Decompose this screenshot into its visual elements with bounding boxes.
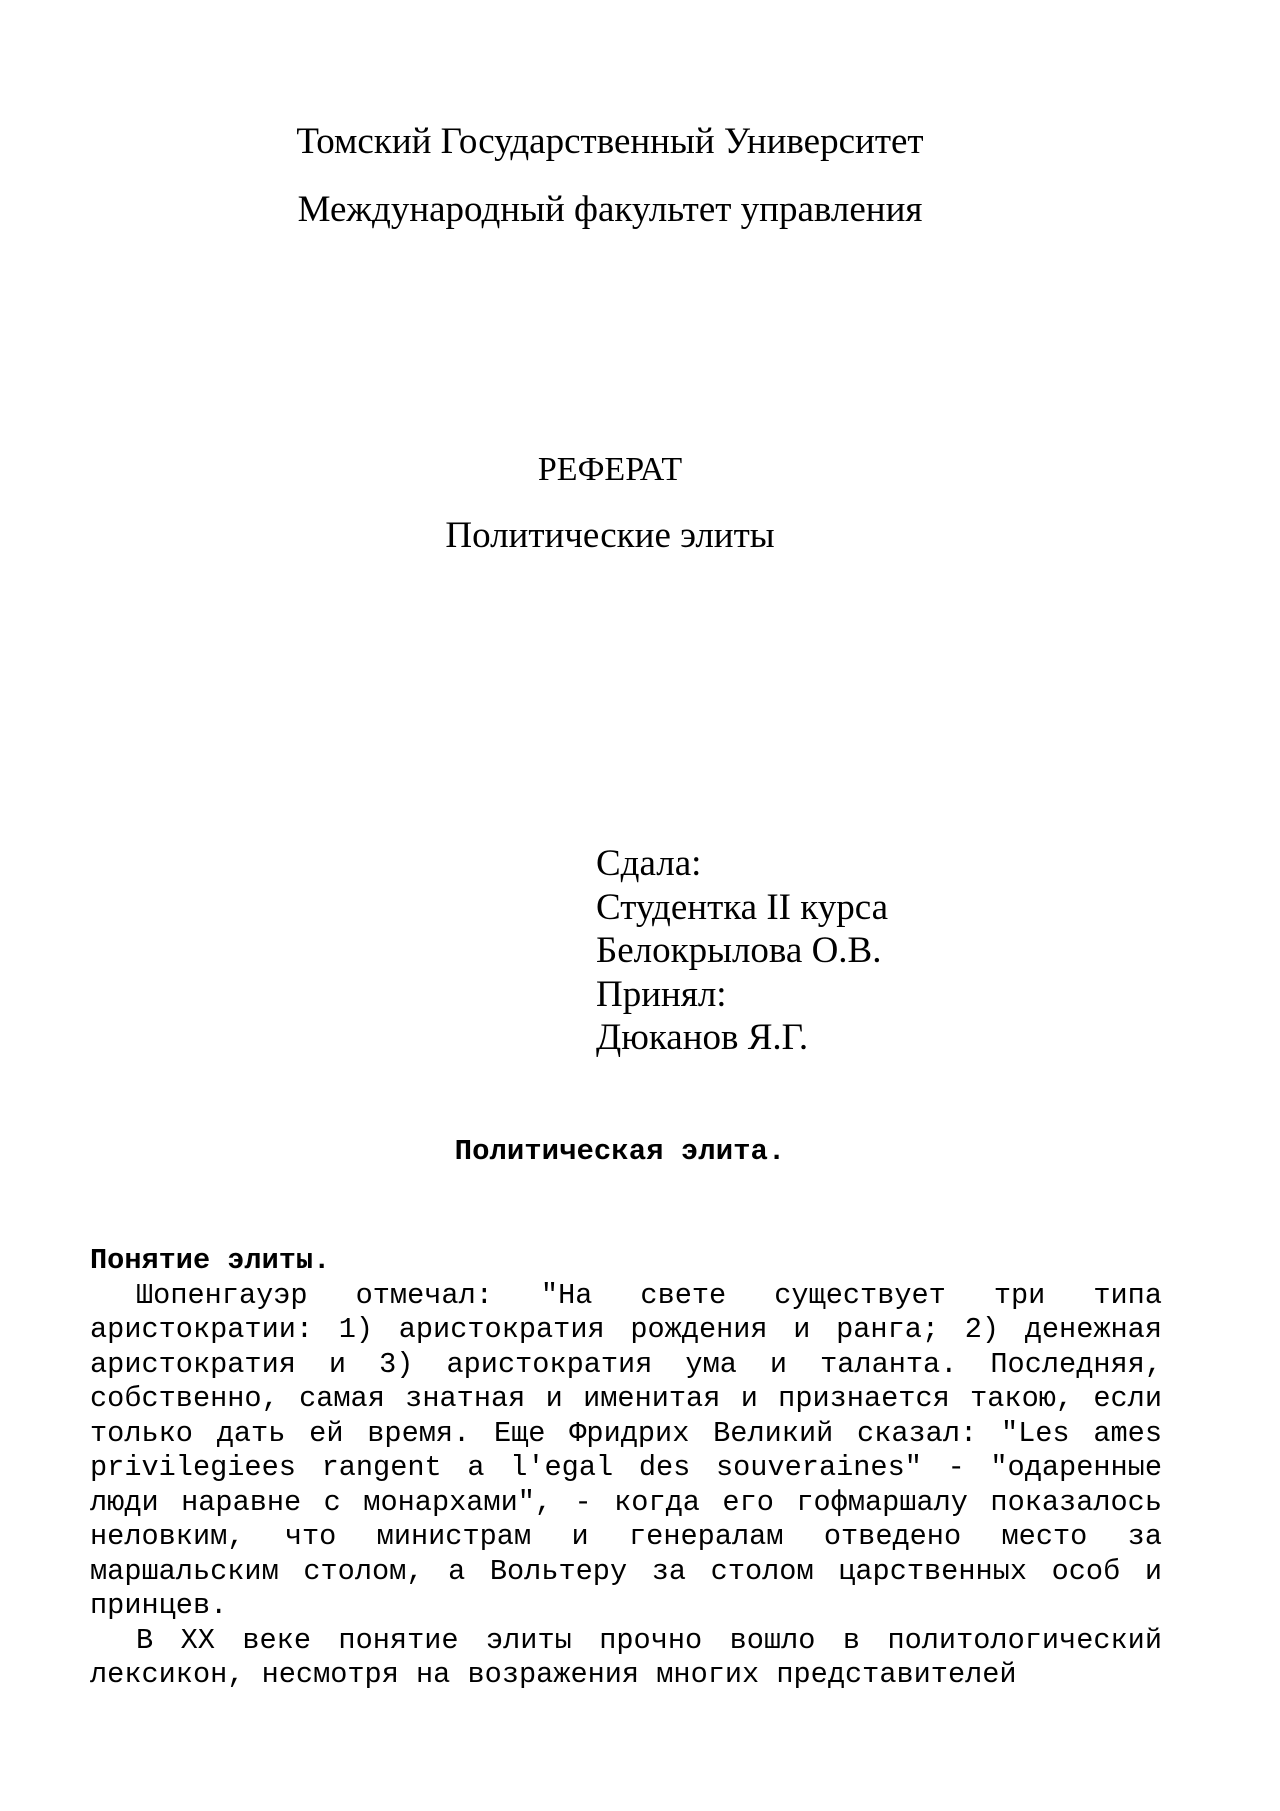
submitted-label: Сдала: bbox=[596, 843, 702, 884]
teacher-name: Дюканов Я.Г. bbox=[596, 1017, 809, 1058]
student-status: Студентка II курса bbox=[596, 886, 888, 928]
work-type-label: РЕФЕРАТ bbox=[537, 451, 683, 488]
section-title: Понятие элиты. bbox=[90, 1244, 331, 1277]
document-body bbox=[90, 1244, 1162, 1693]
faculty-name: Международный факультет управления bbox=[297, 189, 923, 230]
work-topic: Политические элиты bbox=[445, 515, 775, 556]
paragraph: Шопенгауэр отмечал: "На свете существует три типа аристократии: 1) аристократия рождения и ранга; 2) денежная аристократия и 3) аристократия ума и таланта. Последняя, собственно, самая знатная и именитая и признается такою, если только дать ей время. Еще Фридрих Великий сказал: "Les ames privilegiees rangent a l'egal des souveraines" - "одаренные люди наравне с монархами", - когда его гофмаршалу показалось неловким, что министрам и генералам отведено место за маршальским столом, а Вольтеру за столом царственных особ и принцев. bbox=[90, 1278, 1162, 1622]
accepted-label: Принял: bbox=[596, 973, 727, 1015]
credits-block bbox=[596, 842, 888, 1060]
document-heading: Политическая элита. bbox=[454, 1135, 786, 1168]
paragraph: В XX веке понятие элиты прочно вошло в политологический лексикон, несмотря на возражения многих представителей bbox=[90, 1623, 1162, 1691]
student-name: Белокрылова О.В. bbox=[596, 930, 882, 971]
university-name: Томский Государственный Университет bbox=[296, 121, 924, 162]
